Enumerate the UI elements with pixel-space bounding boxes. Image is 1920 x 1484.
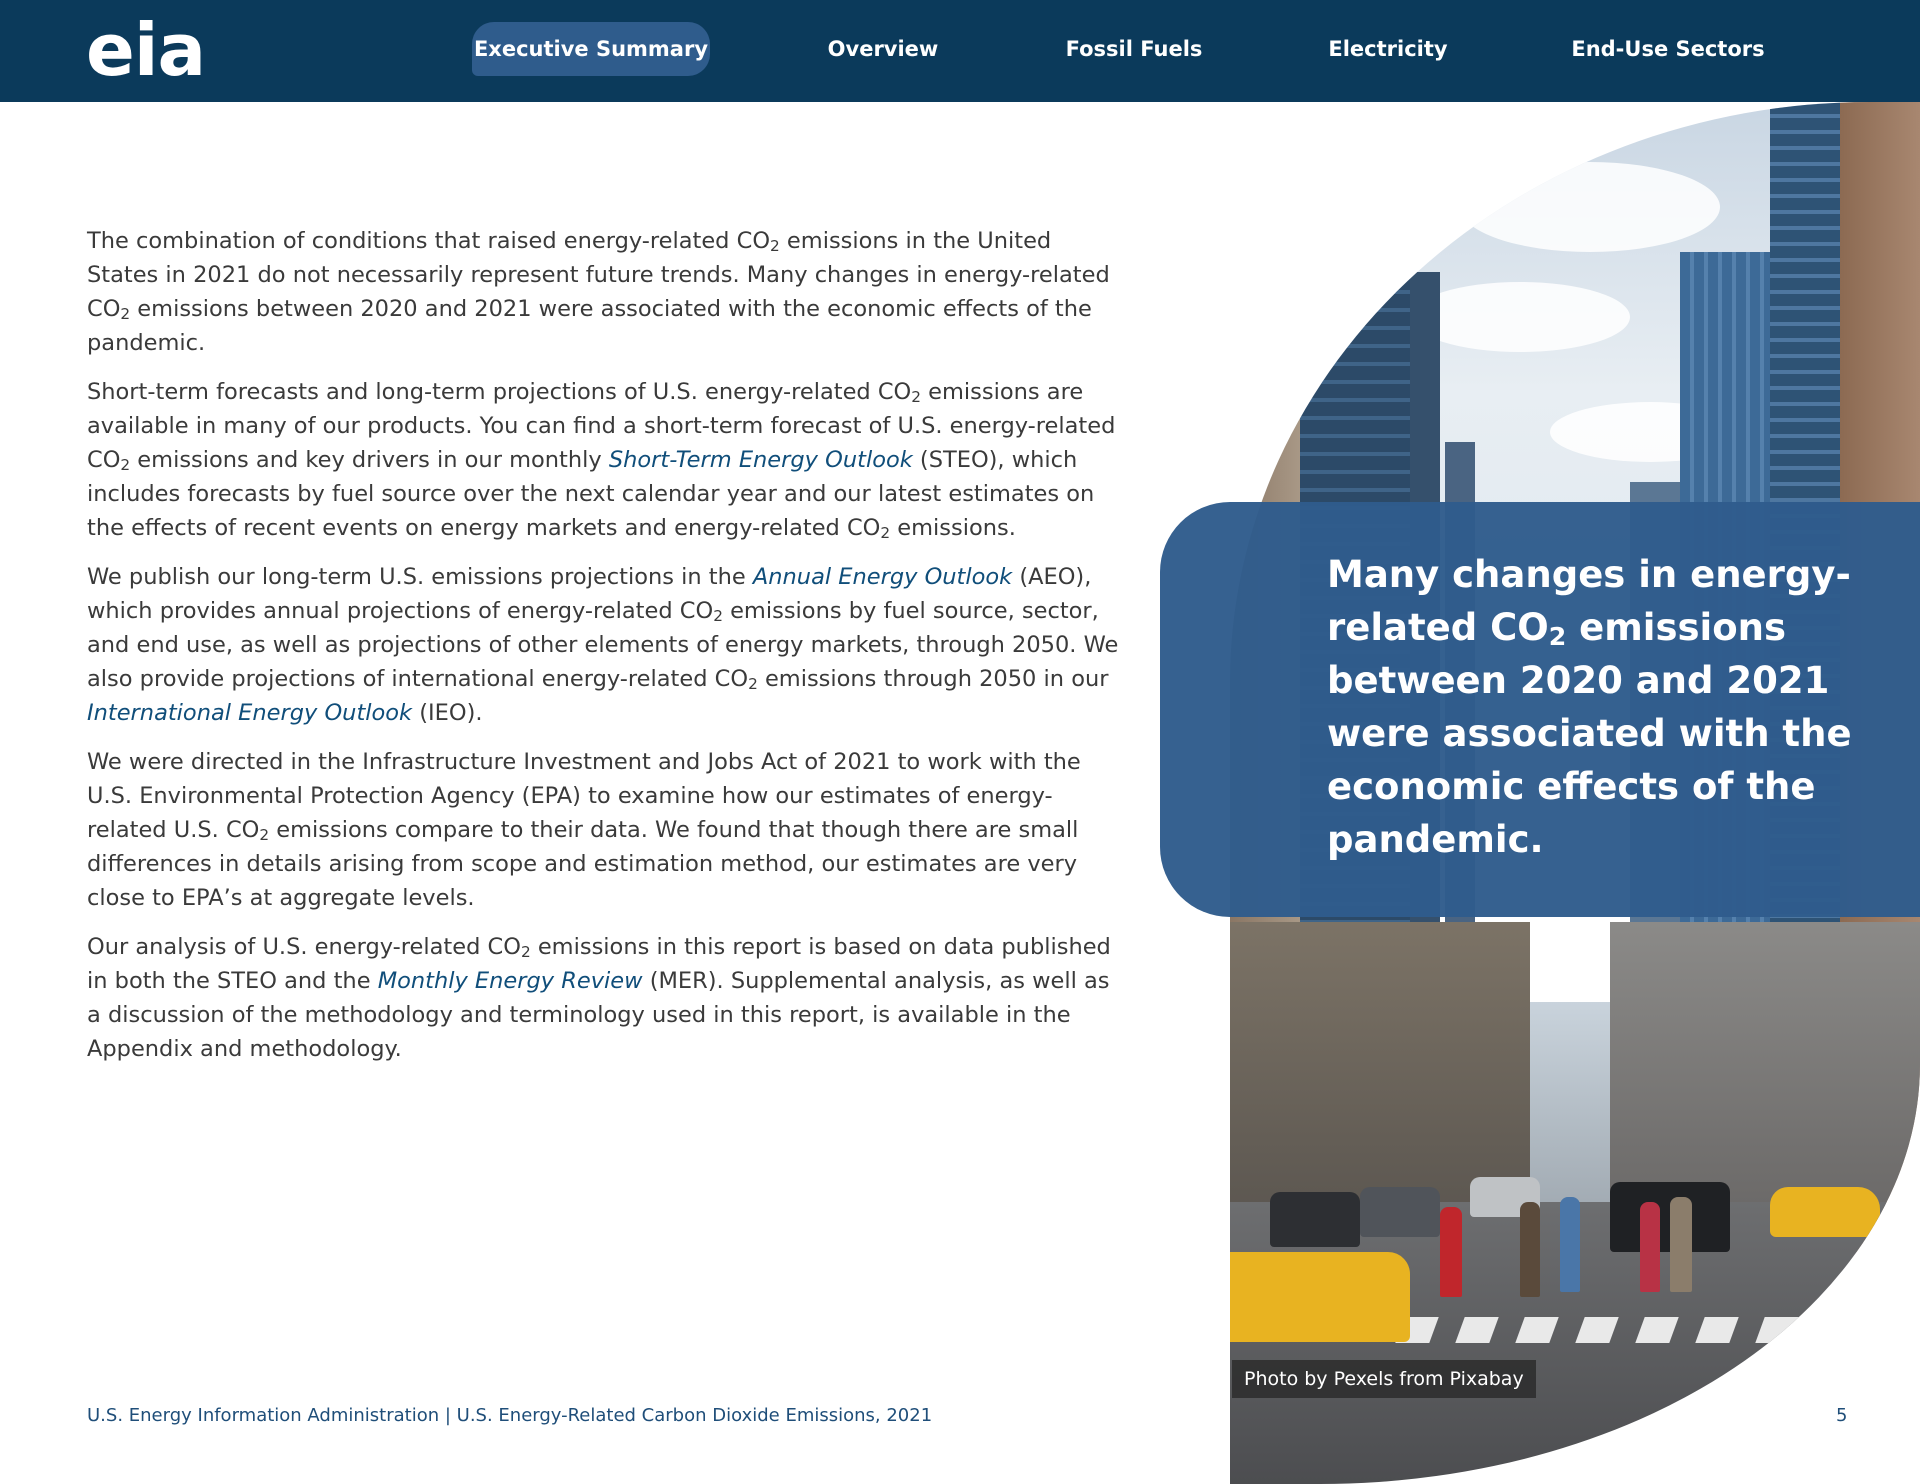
footer-citation: U.S. Energy Information Administration | U.S. Energy-Related Carbon Dioxide Emissions, 2021 bbox=[87, 1405, 933, 1426]
aeo-link[interactable]: Annual Energy Outlook bbox=[752, 564, 1013, 590]
photo-credit: Photo by Pexels from Pixabay bbox=[1232, 1360, 1536, 1398]
pull-quote-text: Many changes in energy-related $CO_2$ emissions between 2020 and 2021 were associated with the economic effects of the pandemic. bbox=[1327, 553, 1852, 861]
mer-link[interactable]: Monthly Energy Review bbox=[377, 968, 643, 994]
steo-link[interactable]: Short-Term Energy Outlook bbox=[608, 447, 913, 473]
paragraph-2: Short-term forecasts and long-term projections of U.S. energy-related $CO_2$ emissions are available in many of our products. You can find a short-term forecast of U.S. energy-related $CO_2$ emissions and key drivers in our monthly Short-Term Energy Outlook (STEO), which includes forecasts by fuel source over the next calendar year and our latest estimates on the effects of recent events on energy markets and energy-related $CO_2$ emissions. bbox=[87, 379, 1116, 543]
nav-fossil-fuels[interactable]: Fossil Fuels bbox=[1065, 37, 1203, 61]
paragraph-5: Our analysis of U.S. energy-related $CO_2$ emissions in this report is based on data published in both the STEO and the Monthly Energy Review (MER). Supplemental analysis, as well as a discussion of the methodology and terminology used in this report, is available in the Appendix and methodology. bbox=[87, 934, 1111, 1062]
nav-executive-summary[interactable]: Executive Summary bbox=[472, 22, 710, 76]
page-number: 5 bbox=[1836, 1405, 1848, 1426]
nav-electricity[interactable]: Electricity bbox=[1328, 37, 1448, 61]
paragraph-1: The combination of conditions that raised energy-related $CO_2$ emissions in the United States in 2021 do not necessarily represent future trends. Many changes in energy-related $CO_2$ emissions between 2020 and 2021 were associated with the economic effects of the pandemic. bbox=[87, 228, 1110, 356]
nav-end-use-sectors[interactable]: End-Use Sectors bbox=[1571, 37, 1765, 61]
paragraph-4: We were directed in the Infrastructure Investment and Jobs Act of 2021 to work with the U.S. Environmental Protection Agency (EPA) to examine how our estimates of energy-related U.S. $CO_2$ emissions compare to their data. We found that though there are small differences in details arising from scope and estimation method, our estimates are very close to EPA’s at aggregate levels. bbox=[87, 749, 1081, 911]
eia-logo[interactable]: eia bbox=[86, 8, 206, 92]
paragraph-3: We publish our long-term U.S. emissions projections in the Annual Energy Outlook (AEO), which provides annual projections of energy-related $CO_2$ emissions by fuel source, sector, and end use, as well as projections of other elements of energy markets, through 2050. We also provide projections of international energy-related $CO_2$ emissions through 2050 in our International Energy Outlook (IEO). bbox=[87, 564, 1119, 726]
body-text bbox=[87, 224, 1127, 1081]
nav-overview[interactable]: Overview bbox=[827, 37, 939, 61]
ieo-link[interactable]: International Energy Outlook bbox=[87, 700, 413, 726]
top-nav-bar bbox=[0, 0, 1920, 102]
